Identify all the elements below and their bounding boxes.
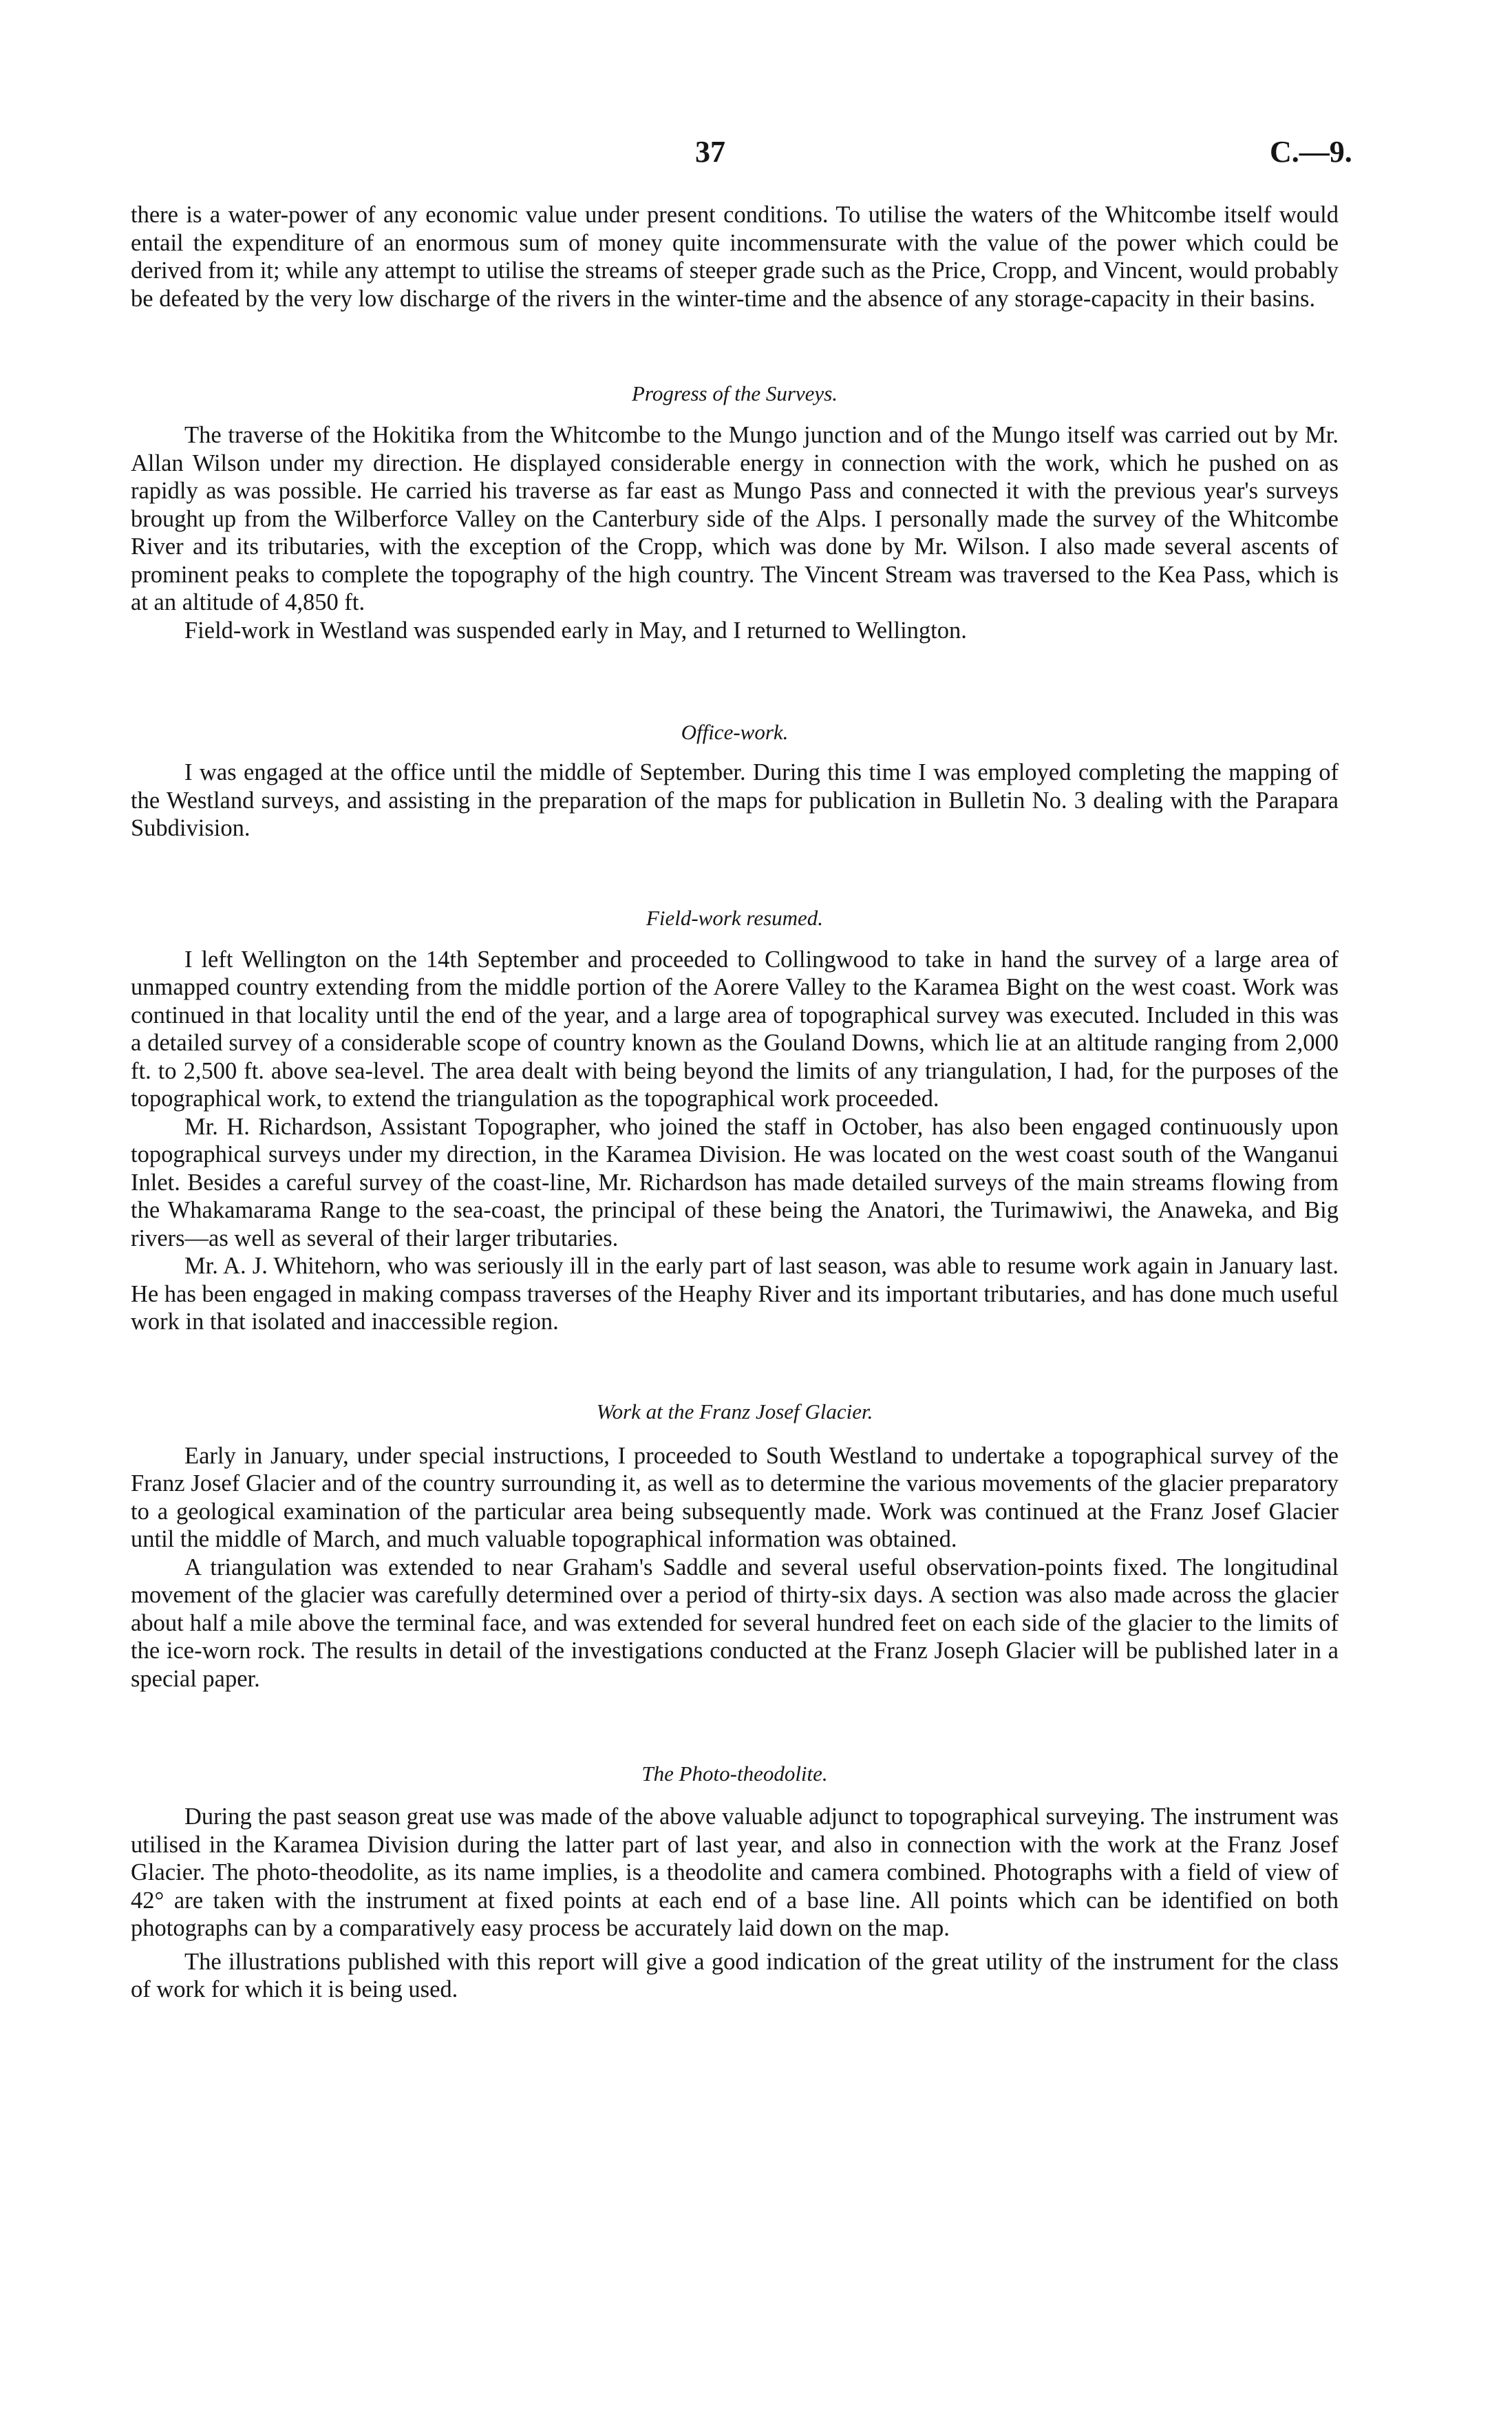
section-heading-field-work-resumed: Field-work resumed. xyxy=(646,905,824,930)
paragraph: A triangulation was extended to near Graham's Saddle and several useful observation-points fixed. The longitudinal movement of the glacier was carefully determined over a period of thirty-six days. A section was also made across the glacier about half a mile above the terminal face, and was extended for several hundred feet on each side of the glacier to the limits of the ice-worn rock. The results in detail of the investigations conducted at the Franz Joseph Glacier will be published later in a special paper. xyxy=(131,1554,1339,1692)
section-heading-photo-theodolite: The Photo-theodolite. xyxy=(641,1761,828,1786)
page-number: 37 xyxy=(695,135,725,169)
paragraph: The illustrations published with this report will give a good indication of the great utility of the instrument for the class of work for which it is being used. xyxy=(131,1948,1339,2002)
paragraph: The traverse of the Hokitika from the Whitcombe to the Mungo junction and of the Mungo itself was carried out by Mr. Allan Wilson under my direction. He displayed considerable energy in connection with the work, which he pushed on as rapidly as was possible. He carried his traverse as far east as Mungo Pass and connected it with the previous year's surveys brought up from the Wilberforce Valley on the Canterbury side of the Alps. I personally made the survey of the Whitcombe River and its tributaries, with the exception of the Cropp, which was done by Mr. Wilson. I also made several ascents of prominent peaks to complete the topography of the high country. The Vincent Stream was traversed to the Kea Pass, which is at an altitude of 4,850 ft. xyxy=(131,422,1339,615)
paragraph: Mr. H. Richardson, Assistant Topographer, who joined the staff in October, has also been engaged continuously upon topographical surveys under my direction, in the Karamea Division. He was located on the west coast south of the Wanganui Inlet. Besides a careful survey of the coast-line, Mr. Richardson has made detailed surveys of the main streams flowing from the Whakamarama Range to the sea-coast, the principal of these being the Anatori, the Turimawiwi, the Anaweka, and Big rivers—as well as several of their larger tributaries. xyxy=(131,1113,1339,1251)
page-header xyxy=(0,134,1512,176)
section-heading-franz-josef-glacier: Work at the Franz Josef Glacier. xyxy=(596,1399,873,1424)
paragraph: I was engaged at the office until the middle of September. During this time I was employed completing the mapping of the Westland surveys, and assisting in the preparation of the maps for publication in Bulletin No. 3 dealing with the Parapara Subdivision. xyxy=(131,759,1339,841)
paragraph: Mr. A. J. Whitehorn, who was seriously ill in the early part of last season, was able to resume work again in January last. He has been engaged in making compass traverses of the Heaphy River and its important tributaries, and has done much useful work in that isolated and inaccessible region. xyxy=(131,1253,1339,1335)
paragraph: Early in January, under special instructions, I proceeded to South Westland to undertake a topographical survey of the Franz Josef Glacier and of the country surrounding it, as well as to determine the various movements of the glacier preparatory to a geological examination of the particular area being subsequently made. Work was continued at the Franz Josef Glacier until the middle of March, and much valuable topographical information was obtained. xyxy=(131,1442,1339,1552)
section-heading-progress-of-surveys: Progress of the Surveys. xyxy=(631,381,838,405)
paragraph: During the past season great use was made of the above valuable adjunct to topographical surveying. The instrument was utilised in the Karamea Division during the latter part of last year, and also in connection with the work at the Franz Josef Glacier. The photo-theodolite, as its name implies, is a theodolite and camera combined. Photographs with a field of view of 42° are taken with the instrument at fixed points at each end of a base line. All points which can be identified on both photographs can by a comparatively easy process be accurately laid down on the map. xyxy=(131,1803,1339,1941)
paragraph: I left Wellington on the 14th September and proceeded to Collingwood to take in hand the survey of a large area of unmapped country extending from the middle portion of the Aorere Valley to the Karamea Bight on the west coast. Work was continued in that locality until the end of the year, and a large area of topographical survey was executed. Included in this was a detailed survey of a considerable scope of country known as the Gouland Downs, which lie at an altitude ranging from 2,000 ft. to 2,500 ft. above sea-level. The area dealt with being beyond the limits of any triangulation, I had, for the purposes of the topographical work, to extend the triangulation as the topographical work proceeded. xyxy=(131,946,1339,1112)
section-heading-office-work: Office-work. xyxy=(681,720,789,744)
paragraph: Field-work in Westland was suspended early in May, and I returned to Wellington. xyxy=(184,617,967,644)
intro-paragraph: there is a water-power of any economic value under present conditions. To utilise the waters of the Whitcombe itself would entail the expenditure of an enormous sum of money quite incommensurate with the value of the power which could be derived from it; while any attempt to utilise the streams of steeper grade such as the Price, Cropp, and Vincent, would probably be defeated by the very low discharge of the rivers in the winter-time and the absence of any storage-capacity in their basins. xyxy=(131,202,1339,312)
document-reference: C.—9. xyxy=(1270,135,1352,169)
page-body xyxy=(131,201,1339,2004)
